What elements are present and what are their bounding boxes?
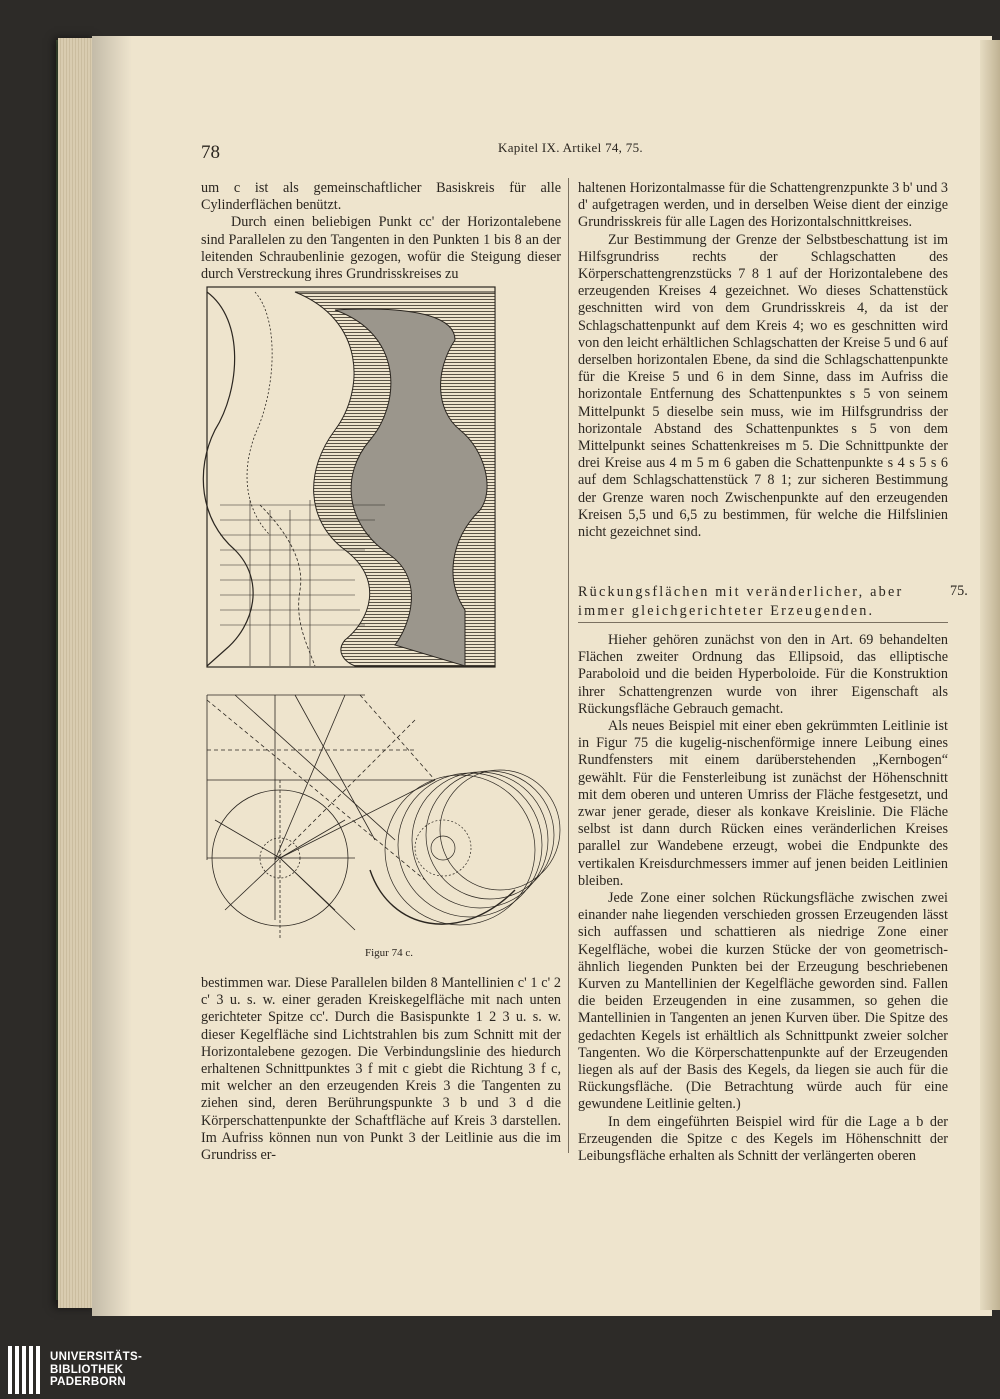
right-page-edge	[980, 40, 1000, 1310]
section-number: 75.	[950, 583, 968, 599]
library-logo	[8, 1346, 142, 1394]
paragraph: In dem eingeführten Beispiel wird für die Lage a b der Erzeugenden die Spitze c des Kegels im Höhenschnitt der Leibungsfläche erhalten als Schnitt der verlängerten oberen	[578, 1113, 948, 1165]
paragraph: Zur Bestimmung der Grenze der Selbstbeschattung ist im Hilfsgrundriss rechts der Schlagschatten des Körperschattengrenzstücks 7 8 1 auf der Horizontalebene des erzeugenden Kreises 4 gezeichnet. Wo dieses Schattenstück geschnitten wird von dem Grundrisskreis 4, da ist der Schlagschattenpunkt auf dem Kreis 4; wo es geschnitten wird von den leicht erhältlichen Schlagschatten der Kreise 5 und 6 auf derselben horizontalen Ebene, da sind die Schlagschattenpunkte für die Kreise 5 und 6 in dem Sinne, dass im Aufriss die horizontale Entfernung des Schattenpunktes s 5 von seinem Mittelpunkt 5 dieselbe sein muss, wie im Hilfsgrundriss der horizontale Abstand des Schattenpunktes s 5 von dem Mittelpunkt seines Schattenkreises m 5. Die Schnittpunkte der drei Kreise aus 4 m 5 m 6 gaben die Schattenpunkte s 4 s 5 s 6 auf dem Schlagschattenstück 7 8 1; zur sicheren Bestimmung der Grenze waren noch Zwischenpunkte auf den erzeugenden Kreisen 5,5 und 6,5 zu bestimmen, für welche die Hilfslinien nicht gezeichnet sind.	[578, 231, 948, 541]
logo-text: UNIVERSITÄTS- BIBLIOTHEK PADERBORN	[50, 1351, 143, 1389]
heading-rule	[578, 622, 948, 623]
paragraph: um c ist als gemeinschaftlicher Basiskreis für alle Cylinderflächen benützt.	[201, 180, 561, 214]
gutter-shadow	[92, 36, 132, 1316]
running-head: Kapitel IX. Artikel 74, 75.	[498, 140, 643, 155]
page-number: 78	[201, 142, 220, 163]
figure-74c	[195, 280, 565, 960]
paragraph: bestimmen war. Diese Parallelen bilden 8 Mantellinien c' 1 c' 2 c' 3 u. s. w. einer geraden Kreiskegelfläche mit nach unten gerichteter Spitze cc'. Durch die Basispunkte 1 2 3 u. s. w. dieser Kegelfläche sind Lichtstrahlen bis zum Schnitt mit der Horizontalebene gezogen. Die Verbindungslinie des hiedurch erhaltenen Schnittpunktes 3 f mit c giebt die Richtung 3 f c, mit welcher an den erzeugenden Kreis 3 die Tangenten zu ziehen sind, deren Berührungspunkte 3 b und 3 d die Körperschattenpunkte der Schaftfläche auf Kreis 3 darstellen. Im Aufriss können nun von Punkt 3 der Leitlinie aus die im Grundriss er-	[201, 975, 561, 1164]
figure-caption: Figur 74 c.	[365, 947, 413, 959]
left-column-top	[201, 180, 561, 283]
paragraph: Jede Zone einer solchen Rückungsfläche zwischen zwei einander nahe liegenden verschieden grossen Erzeugenden lässt sich auffassen und schattieren als niedrige Zone einer Kegelfläche, wobei die kurzen Stücke der von geometrisch-ähnlich liegenden Punkten bei der Erzeugung beschriebenen Kurven zu Mantellinien der Kegelfläche geworden sind. Fallen die beiden Erzeugenden in eine zusammen, so gehen die Mantellinien in Tangenten an jenen Kurven über. Die Spitze des gedachten Kegels ist erhältlich als Schnittpunkt zweier solcher Tangenten. Wo die Körperschattenpunkte auf der Erzeugenden liegen als auf der Basis des Kegels, da liegen sie auch für die Rückungsfläche. (Die Betrachtung würde auch für eine gewundene Leitlinie gelten.)	[578, 890, 948, 1113]
section-heading: Rückungsflächen mit veränderlicher, aber immer gleichgerichteter Erzeugenden.	[578, 584, 904, 619]
paragraph: Durch einen beliebigen Punkt cc' der Horizontalebene sind Parallelen zu den Tangenten in den Punkten 1 bis 8 an der leitenden Schraubenlinie gezogen, wofür die Steigung dieser durch Verstreckung ihres Grundrisskreises zu	[201, 214, 561, 283]
left-column-bottom	[201, 975, 561, 1164]
paragraph: Hieher gehören zunächst von den in Art. 69 behandelten Flächen zweiter Ordnung das Ellipsoid, das elliptische Paraboloid und die beiden Hyperboloide. Für die Konstruktion ihrer Schattengrenzen wurde von ihrer Eigenschaft als Rückungsfläche Gebrauch gemacht.	[578, 632, 948, 717]
logo-bars-icon	[8, 1346, 40, 1394]
column-rule	[568, 178, 569, 1153]
paragraph: Als neues Beispiel mit einer eben gekrümmten Leitlinie ist in Figur 75 die kugelig-nischenförmige innere Leibung eines Rundfensters mit einem darüberstehenden „Kernbogen“ gewählt. Für die Fensterleibung ist zunächst der Höhenschnitt mit dem oberen und unteren Umriss der Fläche festgesetzt, und zwar jener gerade, dieser als konkave Kreislinie. Die Fläche selbst ist dann durch Rücken eines veränderlichen Kreises parallel zur Wandebene erzeugt, wobei die Endpunkte des vertikalen Kreisdurchmessers immer auf jenen beiden Leitlinien bleiben.	[578, 718, 948, 889]
right-column-top	[578, 180, 948, 541]
paragraph: haltenen Horizontalmasse für die Schattengrenzpunkte 3 b' und 3 d' aufgetragen werden, und in derselben Weise dient der einzige Grundrisskreis für alle Lagen des Horizontalschnittkreises.	[578, 180, 948, 231]
right-column-bottom	[578, 632, 948, 1165]
